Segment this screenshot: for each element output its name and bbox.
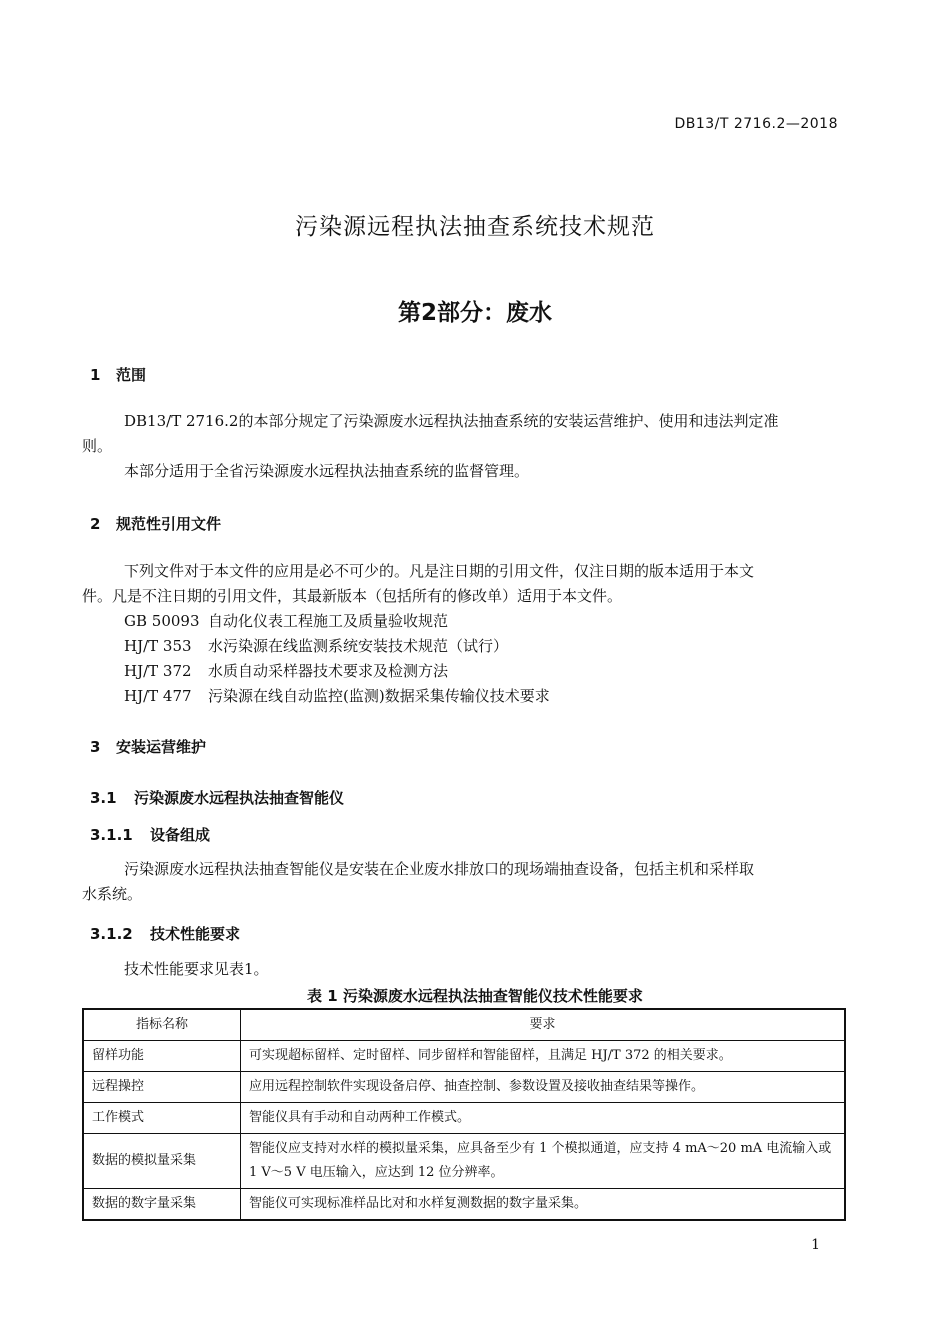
paragraph-line: DB13/T 2716.2的本部分规定了污染源废水远程执法抽查系统的安装运营维护、使用和违法判定准 <box>124 412 779 430</box>
table-row <box>83 1134 845 1189</box>
requirement-cell: 智能仪可实现标准样品比对和水样复测数据的数字量采集。 <box>241 1189 846 1221</box>
indicator-name-cell: 数据的数字量采集 <box>83 1189 241 1221</box>
section-2-paragraph <box>82 559 852 609</box>
section-number: 2 <box>90 515 101 533</box>
section-title: 规范性引用文件 <box>116 515 222 533</box>
table-row <box>83 1189 845 1221</box>
table-row <box>83 1103 845 1134</box>
section-3-1-1-paragraph <box>82 857 852 907</box>
section-3-1-2-paragraph: 技术性能要求见表1。 <box>124 960 269 978</box>
reference-code: HJ/T 477 <box>124 687 192 705</box>
section-3-1-2-heading <box>90 923 240 944</box>
table-header-row <box>83 1009 845 1041</box>
indicator-name-cell: 留样功能 <box>83 1041 241 1072</box>
reference-code: GB 50093 <box>124 612 200 630</box>
section-number: 3 <box>90 738 101 756</box>
document-number: DB13/T 2716.2—2018 <box>674 116 838 132</box>
requirement-cell: 可实现超标留样、定时留样、同步留样和智能留样，且满足 HJ/T 372 的相关要求。 <box>241 1041 846 1072</box>
document-subtitle: 第2部分：废水 <box>397 300 552 326</box>
section-title: 安装运营维护 <box>116 738 207 756</box>
table-row <box>83 1072 845 1103</box>
reference-title: 水污染源在线监测系统安装技术规范（试行） <box>208 637 509 655</box>
reference-code: HJ/T 372 <box>124 662 192 680</box>
paragraph-line: 污染源废水远程执法抽查智能仪是安装在企业废水排放口的现场端抽查设备，包括主机和采样取 <box>124 860 755 878</box>
table-header-cell: 指标名称 <box>83 1009 241 1041</box>
section-1-paragraph-2: 本部分适用于全省污染源废水远程执法抽查系统的监督管理。 <box>124 462 530 480</box>
reference-item <box>124 610 448 631</box>
requirement-cell: 智能仪具有手动和自动两种工作模式。 <box>241 1103 846 1134</box>
indicator-name-cell: 数据的模拟量采集 <box>83 1134 241 1189</box>
section-number: 1 <box>90 366 101 384</box>
reference-code: HJ/T 353 <box>124 637 192 655</box>
section-3-1-heading <box>90 787 344 808</box>
page-number: 1 <box>811 1237 820 1253</box>
paragraph-line: 件。凡是不注日期的引用文件，其最新版本（包括所有的修改单）适用于本文件。 <box>82 587 623 605</box>
paragraph-line: 则。 <box>82 437 113 455</box>
section-title: 设备组成 <box>150 826 211 844</box>
document-title: 污染源远程执法抽查系统技术规范 <box>295 214 655 240</box>
section-title: 技术性能要求 <box>150 925 241 943</box>
reference-item <box>124 685 550 706</box>
requirement-cell: 应用远程控制软件实现设备启停、抽查控制、参数设置及接收抽查结果等操作。 <box>241 1072 846 1103</box>
section-2-heading <box>90 513 221 534</box>
paragraph-line: 水系统。 <box>82 885 143 903</box>
indicator-name-cell: 远程操控 <box>83 1072 241 1103</box>
spec-table <box>82 1008 846 1221</box>
section-title: 污染源废水远程执法抽查智能仪 <box>134 789 345 807</box>
section-title: 范围 <box>116 366 147 384</box>
reference-title: 污染源在线自动监控(监测)数据采集传输仪技术要求 <box>208 687 550 705</box>
section-1-heading <box>90 364 146 385</box>
table-caption: 表 1 污染源废水远程执法抽查智能仪技术性能要求 <box>307 987 643 1005</box>
table-row <box>83 1041 845 1072</box>
section-number: 3.1.1 <box>90 826 133 844</box>
reference-title: 水质自动采样器技术要求及检测方法 <box>208 662 449 680</box>
reference-item <box>124 635 508 656</box>
table-header-cell: 要求 <box>241 1009 846 1041</box>
paragraph-line: 下列文件对于本文件的应用是必不可少的。凡是注日期的引用文件，仅注日期的版本适用于本文 <box>124 562 755 580</box>
section-number: 3.1 <box>90 789 117 807</box>
requirement-cell: 智能仪应支持对水样的模拟量采集，应具备至少有 1 个模拟通道，应支持 4 mA～20 mA 电流输入或 1 V～5 V 电压输入，应达到 12 位分辨率。 <box>241 1134 846 1189</box>
reference-item <box>124 660 448 681</box>
section-number: 3.1.2 <box>90 925 133 943</box>
indicator-name-cell: 工作模式 <box>83 1103 241 1134</box>
section-3-1-1-heading <box>90 824 210 845</box>
reference-title: 自动化仪表工程施工及质量验收规范 <box>208 612 449 630</box>
section-3-heading <box>90 736 206 757</box>
section-1-paragraph-1 <box>82 409 852 459</box>
